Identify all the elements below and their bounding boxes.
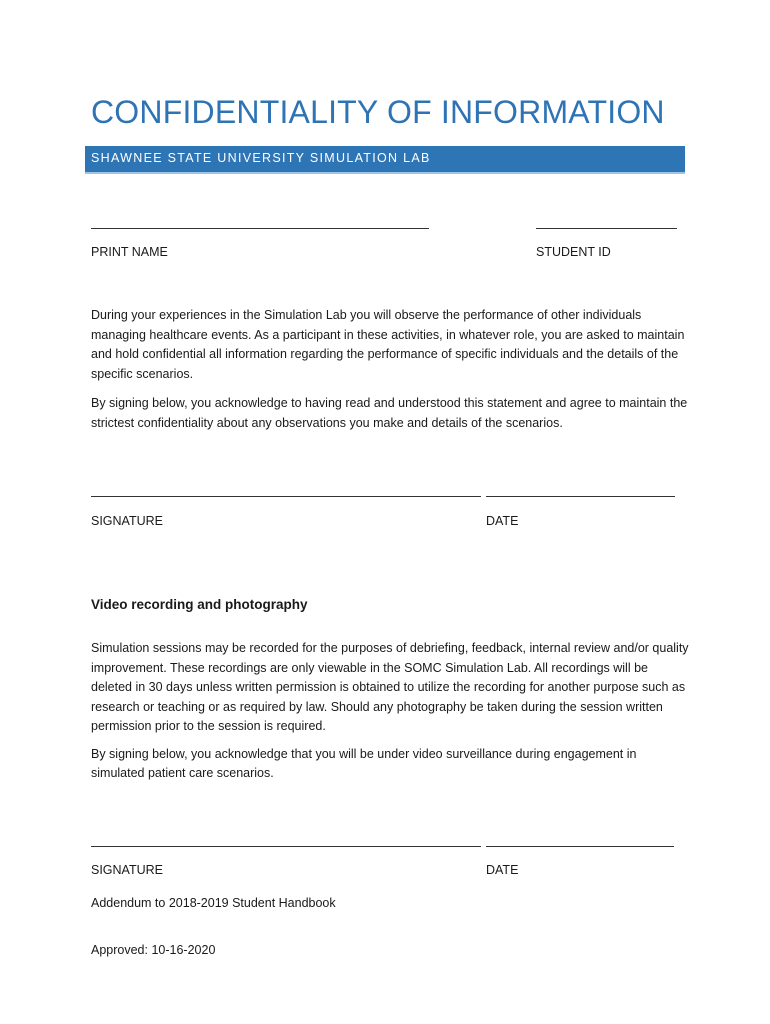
date-label-1: DATE (486, 514, 519, 528)
confidentiality-text (91, 306, 691, 433)
approved-date: Approved: 10-16-2020 (91, 943, 216, 957)
confidentiality-paragraph: During your experiences in the Simulation Lab you will observe the performance of other individuals managing healthcare events. As a participant in these activities, in whatever role, you are asked to maintain and hold confidential all information regarding the performance of specific individuals and the details of the specific scenarios. (91, 308, 685, 381)
student-id-line[interactable] (536, 228, 677, 229)
date-line-2[interactable] (486, 846, 674, 847)
acknowledgement-paragraph: By signing below, you acknowledge to having read and understood this statement and agree to maintain the strictest confidentiality about any observations you make and details of the scenarios. (91, 396, 688, 430)
section-heading: Video recording and photography (91, 597, 308, 612)
surveillance-paragraph: By signing below, you acknowledge that you will be under video surveillance during engagement in simulated patient care scenarios. (91, 746, 637, 780)
signature-line-2[interactable] (91, 846, 481, 847)
page-title: CONFIDENTIALITY OF INFORMATION (91, 94, 665, 130)
institution-banner (85, 146, 685, 174)
signature-line-1[interactable] (91, 496, 481, 497)
signature-label-2: SIGNATURE (91, 863, 163, 877)
signature-label-1: SIGNATURE (91, 514, 163, 528)
addendum-note: Addendum to 2018-2019 Student Handbook (91, 896, 336, 910)
video-recording-text (91, 639, 691, 784)
date-label-2: DATE (486, 863, 519, 877)
recording-paragraph: Simulation sessions may be recorded for the purposes of debriefing, feedback, internal review and/or quality improvement. These recordings are only viewable in the SOMC Simulation Lab. All recordings will be deleted in 30 days unless written permission is obtained to utilize the recording for another purpose such as research or teaching or as required by law. Should any photography be taken during the session written permission prior to the session is required. (91, 641, 689, 733)
date-line-1[interactable] (486, 496, 675, 497)
student-id-label: STUDENT ID (536, 245, 611, 259)
print-name-line[interactable] (91, 228, 429, 229)
print-name-label: PRINT NAME (91, 245, 168, 259)
banner-text: SHAWNEE STATE UNIVERSITY SIMULATION LAB (91, 151, 431, 165)
